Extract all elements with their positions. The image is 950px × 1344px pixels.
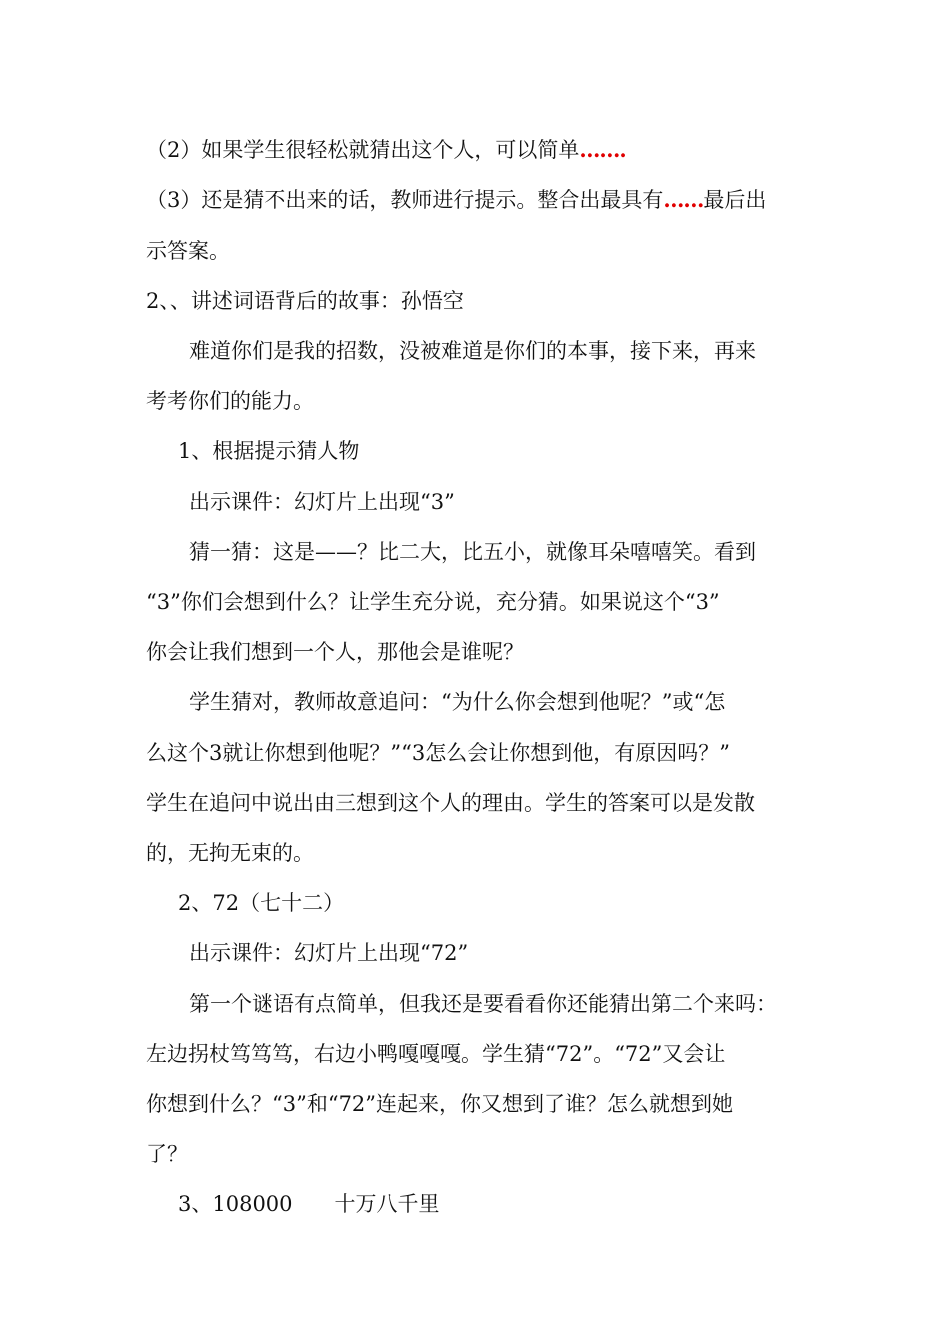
text-line-6: 考考你们的能力。: [146, 389, 314, 413]
section-heading: 2、、讲述词语背后的故事：孙悟空: [146, 289, 464, 313]
text-line-18: 第一个谜语有点简单，但我还是要看看你还能猜出第二个来吗：: [189, 992, 777, 1016]
text-line-14: 学生在追问中说出由三想到这个人的理由。学生的答案可以是发散: [146, 791, 755, 815]
sub-heading-3: 3、108000 十万八千里: [178, 1192, 440, 1216]
text-line-5: 难道你们是我的招数，没被难道是你们的本事，接下来，再来: [189, 339, 756, 363]
text-line-21: 了？: [146, 1142, 188, 1166]
sub-heading-1: 1、根据提示猜人物: [178, 439, 360, 463]
red-period: .: [619, 137, 626, 162]
text-segment: （2）如果学生很轻松就猜出这个人，可以简单: [146, 138, 580, 162]
text-line-12: 学生猜对，教师故意追问：“为什么你会想到他呢？”或“怎: [189, 690, 726, 714]
text-line-13: 么这个3就让你想到他呢？”“3怎么会让你想到他，有原因吗？”: [146, 741, 730, 765]
red-ellipsis: ……: [579, 137, 620, 162]
text-segment: （3）还是猜不出来的话，教师进行提示。整合出最具有: [146, 188, 664, 212]
text-line-15: 的，无拘无束的。: [146, 841, 314, 865]
text-line-1: [146, 136, 626, 164]
text-line-11: 你会让我们想到一个人，那他会是谁呢？: [146, 640, 524, 664]
text-line-17: 出示课件：幻灯片上出现“72”: [189, 941, 469, 965]
text-line-20: 你想到什么？“3”和“72”连起来，你又想到了谁？怎么就想到她: [146, 1092, 734, 1116]
text-line-8: 出示课件：幻灯片上出现“3”: [189, 490, 455, 514]
text-line-10: “3”你们会想到什么？让学生充分说，充分猜。如果说这个“3”: [146, 590, 720, 614]
sub-heading-2: 2、72（七十二）: [178, 891, 345, 915]
red-ellipsis: ……: [663, 187, 704, 212]
text-line-3: 示答案。: [146, 239, 230, 263]
text-segment: 最后出: [703, 188, 767, 212]
text-line-9: 猜一猜：这是——？比二大，比五小，就像耳朵嘻嘻笑。看到: [189, 540, 756, 564]
text-line-19: 左边拐杖笃笃笃，右边小鸭嘎嘎嘎。学生猜“72”。“72”又会让: [146, 1042, 726, 1066]
text-line-2: [146, 186, 766, 214]
